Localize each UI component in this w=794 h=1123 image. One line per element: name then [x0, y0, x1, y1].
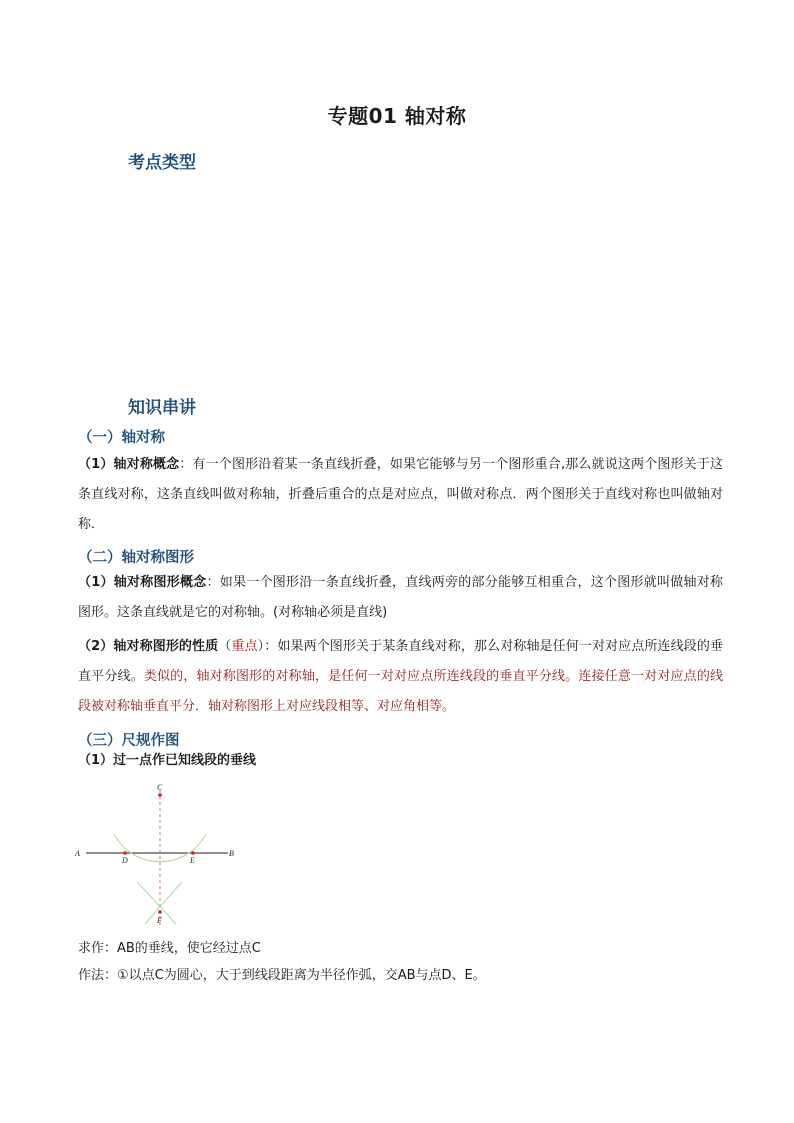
label-d: D: [122, 856, 128, 865]
part2-p2-key: 重点: [231, 639, 258, 654]
part3-method: 作法：①以点C为圆心，大于到线段距离为半径作弧，交AB与点D、E。: [78, 968, 486, 983]
point-c: [158, 793, 162, 797]
arc-from-e: [145, 882, 182, 924]
label-c: C: [157, 783, 163, 792]
part2-p2-close: ）: [257, 639, 265, 654]
part2-paragraph-2: [78, 632, 723, 722]
section-heading-zhishi: 知识串讲: [128, 398, 196, 418]
part2-p2-label: （2）轴对称图形的性质: [78, 639, 219, 654]
part2-p1-text: ：如果一个图形沿一条直线折叠，直线两旁的部分能够互相重合，这个图形就叫做轴对称图形。这条直线就是它的对称轴。(对称轴必须是直线): [78, 575, 723, 620]
part3-heading: （三）尺规作图: [78, 733, 180, 749]
part1-heading: （一）轴对称: [78, 430, 165, 446]
part1-p1-label: （1）轴对称概念: [78, 457, 180, 472]
part2-p2-red: 类似的，轴对称图形的对称轴，是任何一对对应点所连线段的垂直平分线。连接任意一对对应点的线段被对称轴垂直平分．轴对称图形上对应线段相等、对应角相等。: [78, 669, 723, 714]
point-f: [158, 910, 162, 914]
point-e: [191, 851, 195, 855]
part2-p2-open: （: [218, 639, 232, 654]
section-heading-kaodian: 考点类型: [128, 153, 196, 173]
part2-paragraph-1: [78, 568, 723, 628]
label-e: E: [190, 856, 195, 865]
label-a: A: [75, 849, 80, 858]
part2-p2-text: ：如果两个图形关于某条直线对称，那么对称轴是任何一对对应点所连线段的垂直平分线。: [78, 639, 723, 684]
label-b: B: [229, 849, 234, 858]
part3-sub1: （1）过一点作已知线段的垂线: [78, 753, 257, 768]
part2-heading: （二）轴对称图形: [78, 550, 194, 566]
perpendicular-construction-figure: [70, 778, 240, 928]
point-d: [123, 851, 127, 855]
part1-p1-text: ：有一个图形沿着某一条直线折叠，如果它能够与另一个图形重合,那么就说这两个图形关于这条直线对称，这条直线叫做对称轴，折叠后重合的点是对应点，叫做对称点．两个图形关于直线对称也叫做轴对称．: [78, 457, 723, 532]
part2-p1-label: （1）轴对称图形概念: [78, 575, 207, 590]
part1-paragraph: [78, 450, 723, 540]
label-f: F: [157, 916, 162, 925]
page-title: 专题01 轴对称: [327, 104, 467, 128]
part3-task: 求作：AB的垂线，使它经过点C: [78, 941, 261, 956]
